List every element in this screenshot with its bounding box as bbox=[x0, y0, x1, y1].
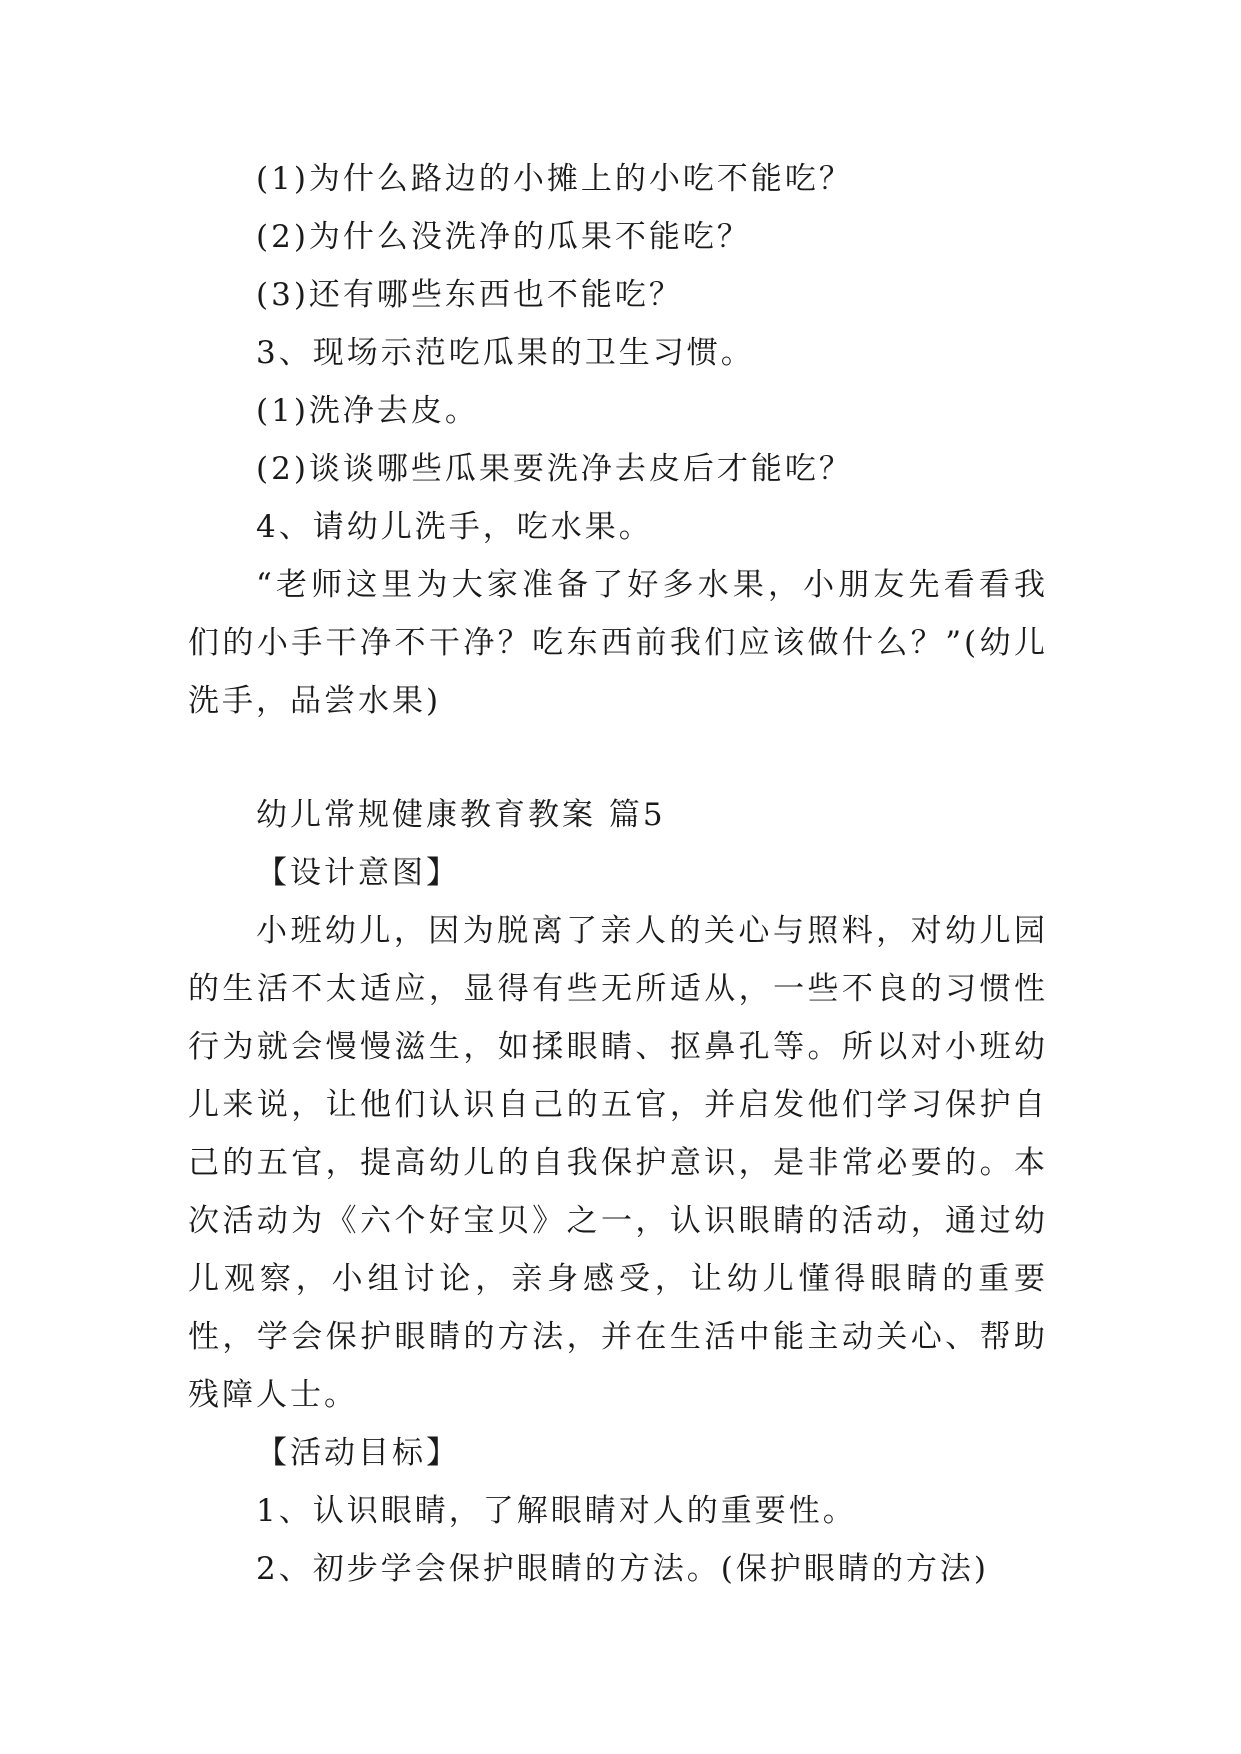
document-body bbox=[188, 150, 1048, 1598]
section-title: 幼儿常规健康教育教案 篇5 bbox=[256, 797, 666, 833]
design-intent-heading: 【设计意图】 bbox=[256, 855, 460, 891]
step-4: 4、请幼儿洗手，吃水果。 bbox=[256, 509, 653, 545]
design-intent-paragraph: 小班幼儿，因为脱离了亲人的关心与照料，对幼儿园的生活不太适应，显得有些无所适从，一些不良的习惯性行为就会慢慢滋生，如揉眼睛、抠鼻孔等。所以对小班幼儿来说，让他们认识自己的五官，并启发他们学习保护自己的五官，提高幼儿的自我保护意识，是非常必要的。本次活动为《六个好宝贝》之一，认识眼睛的活动，通过幼儿观察，小组讨论，亲身感受，让幼儿懂得眼睛的重要性，学会保护眼睛的方法，并在生活中能主动关心、帮助残障人士。 bbox=[188, 913, 1048, 1413]
step-3: 3、现场示范吃瓜果的卫生习惯。 bbox=[256, 335, 755, 371]
activity-goals-heading: 【活动目标】 bbox=[256, 1435, 460, 1471]
question-1: (1)为什么路边的小摊上的小吃不能吃？ bbox=[256, 161, 853, 197]
step-3-item-2: (2)谈谈哪些瓜果要洗净去皮后才能吃？ bbox=[256, 451, 853, 487]
goal-1: 1、认识眼睛，了解眼睛对人的重要性。 bbox=[256, 1493, 857, 1529]
teacher-quote-paragraph: “老师这里为大家准备了好多水果，小朋友先看看我们的小手干净不干净？吃东西前我们应该做什么？”(幼儿洗手，品尝水果) bbox=[188, 567, 1048, 719]
step-3-item-1: (1)洗净去皮。 bbox=[256, 393, 479, 429]
goal-2: 2、初步学会保护眼睛的方法。(保护眼睛的方法) bbox=[256, 1551, 989, 1587]
section-gap bbox=[188, 730, 1048, 786]
question-2: (2)为什么没洗净的瓜果不能吃？ bbox=[256, 219, 751, 255]
question-3: (3)还有哪些东西也不能吃？ bbox=[256, 277, 683, 313]
